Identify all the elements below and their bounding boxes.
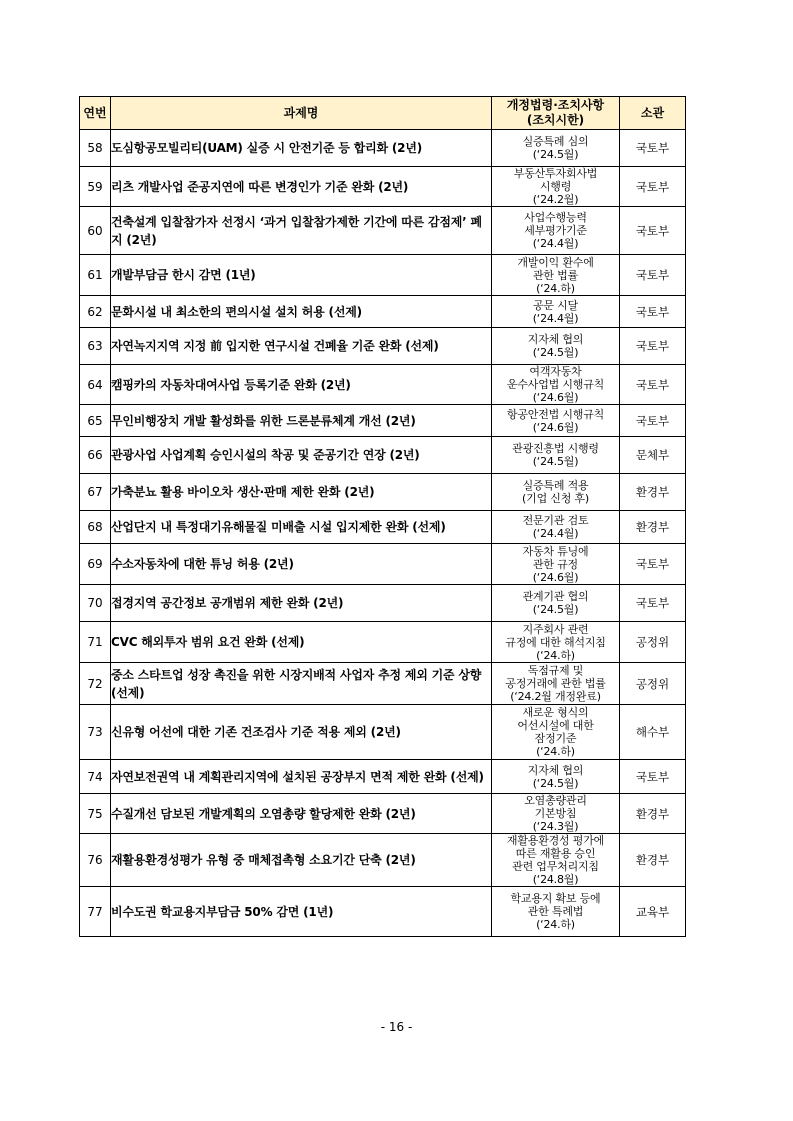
row-law: 실증특례 적용 (기업 신청 후) <box>492 474 620 511</box>
table-row <box>80 794 686 834</box>
row-number: 77 <box>80 887 111 937</box>
row-ministry: 환경부 <box>620 511 686 544</box>
row-law: 재활용환경성 평가에 따른 재활용 승인 관련 업무처리지침 (‘24.8월) <box>492 834 620 887</box>
row-ministry: 국토부 <box>620 585 686 622</box>
row-number: 74 <box>80 760 111 794</box>
row-ministry: 국토부 <box>620 255 686 296</box>
row-law: 항공안전법 시행규칙 (‘24.6월) <box>492 405 620 437</box>
table-row <box>80 622 686 663</box>
row-ministry: 국토부 <box>620 405 686 437</box>
row-ministry: 국토부 <box>620 167 686 207</box>
row-number: 60 <box>80 207 111 255</box>
table-row <box>80 544 686 585</box>
row-number: 76 <box>80 834 111 887</box>
row-number: 72 <box>80 663 111 705</box>
row-ministry: 국토부 <box>620 760 686 794</box>
row-law: 공문 시달 (‘24.4월) <box>492 296 620 328</box>
table-row <box>80 705 686 760</box>
row-ministry: 환경부 <box>620 474 686 511</box>
row-title: 접경지역 공간정보 공개범위 제한 완화 (2년) <box>111 585 492 622</box>
table-row <box>80 834 686 887</box>
row-number: 66 <box>80 437 111 474</box>
table-row <box>80 296 686 328</box>
row-ministry: 문체부 <box>620 437 686 474</box>
row-ministry: 환경부 <box>620 834 686 887</box>
header-law: 개정법령·조치사항 (조치시한) <box>492 97 620 130</box>
row-title: 재활용환경성평가 유형 중 매체접촉형 소요기간 단축 (2년) <box>111 834 492 887</box>
row-title: 관광사업 사업계획 승인시설의 착공 및 준공기간 연장 (2년) <box>111 437 492 474</box>
row-title: 비수도권 학교용지부담금 50% 감면 (1년) <box>111 887 492 937</box>
row-number: 69 <box>80 544 111 585</box>
row-ministry: 공정위 <box>620 663 686 705</box>
row-law: 여객자동차 운수사업법 시행규칙 (‘24.6월) <box>492 365 620 405</box>
row-law: 사업수행능력 세부평가기준 (‘24.4월) <box>492 207 620 255</box>
row-number: 58 <box>80 130 111 167</box>
row-title: 무인비행장치 개발 활성화를 위한 드론분류체계 개선 (2년) <box>111 405 492 437</box>
row-number: 64 <box>80 365 111 405</box>
row-number: 63 <box>80 328 111 365</box>
row-law: 오염총량관리 기본방침 (‘24.3월) <box>492 794 620 834</box>
row-law: 부동산투자회사법 시행령 (‘24.2월) <box>492 167 620 207</box>
row-title: 리츠 개발사업 준공지연에 따른 변경인가 기준 완화 (2년) <box>111 167 492 207</box>
table-row <box>80 437 686 474</box>
row-number: 70 <box>80 585 111 622</box>
row-number: 68 <box>80 511 111 544</box>
row-number: 62 <box>80 296 111 328</box>
row-ministry: 국토부 <box>620 296 686 328</box>
row-ministry: 환경부 <box>620 794 686 834</box>
table-header-row <box>80 97 686 130</box>
table-row <box>80 405 686 437</box>
row-title: 중소 스타트업 성장 촉진을 위한 시장지배적 사업자 추정 제외 기준 상향 (선제) <box>111 663 492 705</box>
row-title: 신유형 어선에 대한 기존 건조검사 기준 적용 제외 (2년) <box>111 705 492 760</box>
row-title: 산업단지 내 특정대기유해물질 미배출 시설 입지제한 완화 (선제) <box>111 511 492 544</box>
row-law: 학교용지 확보 등에 관한 특례법 (‘24.하) <box>492 887 620 937</box>
row-law: 개발이익 환수에 관한 법률 (‘24.하) <box>492 255 620 296</box>
row-ministry: 해수부 <box>620 705 686 760</box>
row-title: 도심항공모빌리티(UAM) 실증 시 안전기준 등 합리화 (2년) <box>111 130 492 167</box>
table-row <box>80 474 686 511</box>
row-title: 자연녹지지역 지정 前 입지한 연구시설 건폐율 기준 완화 (선제) <box>111 328 492 365</box>
table-row <box>80 207 686 255</box>
row-law: 관계기관 협의 (‘24.5월) <box>492 585 620 622</box>
row-ministry: 공정위 <box>620 622 686 663</box>
row-number: 71 <box>80 622 111 663</box>
row-law: 새로운 형식의 어선시설에 대한 잠정기준 (‘24.하) <box>492 705 620 760</box>
table-row <box>80 585 686 622</box>
row-title: 수질개선 담보된 개발계획의 오염총량 할당제한 완화 (2년) <box>111 794 492 834</box>
header-ministry: 소관 <box>620 97 686 130</box>
table-row <box>80 365 686 405</box>
row-title: 개발부담금 한시 감면 (1년) <box>111 255 492 296</box>
row-law: 독점규제 및 공정거래에 관한 법률 (‘24.2월 개정완료) <box>492 663 620 705</box>
table-row <box>80 130 686 167</box>
row-title: CVC 해외투자 범위 요건 완화 (선제) <box>111 622 492 663</box>
row-number: 65 <box>80 405 111 437</box>
row-title: 건축설계 입찰참가자 선정시 ‘과거 입찰참가제한 기간에 따른 감점제’ 폐지 (2년) <box>111 207 492 255</box>
row-title: 문화시설 내 최소한의 편의시설 설치 허용 (선제) <box>111 296 492 328</box>
row-law: 지자체 협의 (‘24.5월) <box>492 328 620 365</box>
row-ministry: 국토부 <box>620 207 686 255</box>
row-number: 75 <box>80 794 111 834</box>
row-title: 가축분뇨 활용 바이오차 생산·판매 제한 완화 (2년) <box>111 474 492 511</box>
page-number: - 16 - <box>380 1020 413 1034</box>
row-law: 전문기관 검토 (‘24.4월) <box>492 511 620 544</box>
row-ministry: 국토부 <box>620 130 686 167</box>
table-row <box>80 887 686 937</box>
row-number: 61 <box>80 255 111 296</box>
header-title: 과제명 <box>111 97 492 130</box>
table-row <box>80 760 686 794</box>
row-number: 67 <box>80 474 111 511</box>
row-number: 73 <box>80 705 111 760</box>
row-law: 자동차 튜닝에 관한 규정 (‘24.6월) <box>492 544 620 585</box>
row-number: 59 <box>80 167 111 207</box>
row-law: 지주회사 관련 규정에 대한 해석지침 (‘24.하) <box>492 622 620 663</box>
row-ministry: 국토부 <box>620 365 686 405</box>
table-row <box>80 663 686 705</box>
table-row <box>80 328 686 365</box>
row-ministry: 국토부 <box>620 544 686 585</box>
table-row <box>80 511 686 544</box>
row-title: 캠핑카의 자동차대여사업 등록기준 완화 (2년) <box>111 365 492 405</box>
row-law: 관광진흥법 시행령 (‘24.5월) <box>492 437 620 474</box>
row-law: 지자체 협의 (‘24.5월) <box>492 760 620 794</box>
table-row <box>80 255 686 296</box>
row-ministry: 교육부 <box>620 887 686 937</box>
regulation-table <box>79 96 686 937</box>
header-no: 연번 <box>80 97 111 130</box>
row-title: 수소자동차에 대한 튜닝 허용 (2년) <box>111 544 492 585</box>
table-row <box>80 167 686 207</box>
row-ministry: 국토부 <box>620 328 686 365</box>
row-law: 실증특례 심의 (‘24.5월) <box>492 130 620 167</box>
row-title: 자연보전권역 내 계획관리지역에 설치된 공장부지 면적 제한 완화 (선제) <box>111 760 492 794</box>
